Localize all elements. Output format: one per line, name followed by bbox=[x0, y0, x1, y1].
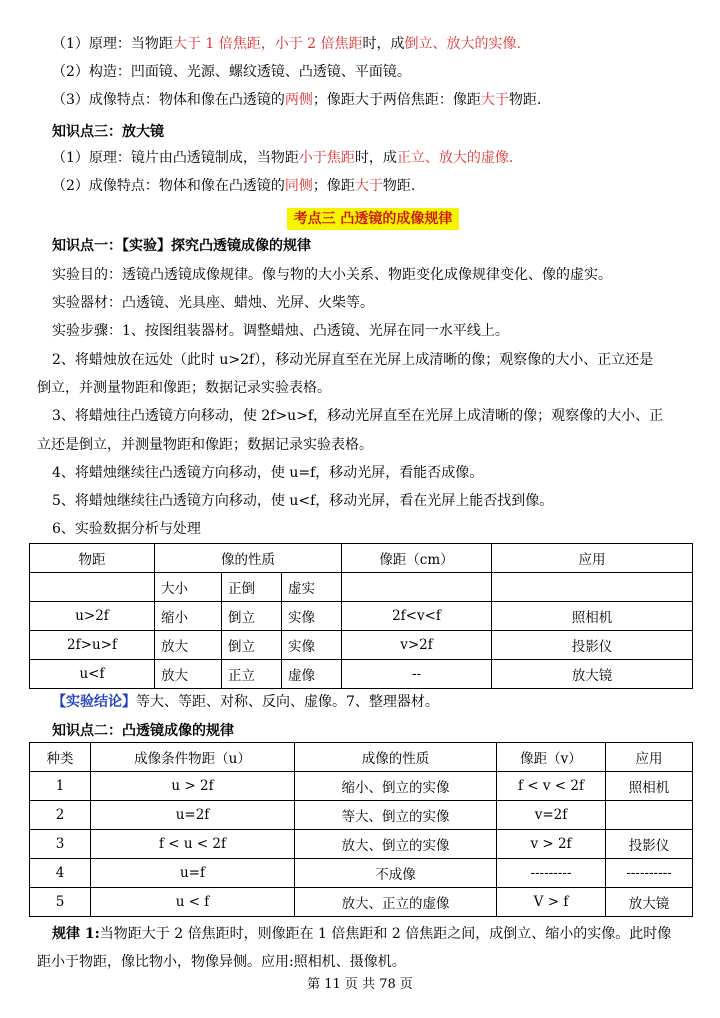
highlight: 正立、放大的虚像 bbox=[396, 150, 509, 166]
experiment-step-6: 6、实验数据分析与处理 bbox=[52, 521, 201, 537]
highlight: 同侧 bbox=[284, 178, 313, 194]
text: ；像距 bbox=[312, 178, 355, 194]
table-cell: 2f<v<f bbox=[342, 602, 492, 631]
rule-1-line-b: 距小于物距，像比物小，物像异侧。应用:照相机、摄像机。 bbox=[37, 954, 406, 970]
highlight: 大于 bbox=[480, 92, 509, 108]
table-header: 种类 bbox=[30, 743, 91, 772]
table-cell: 倒立 bbox=[222, 602, 282, 631]
text: 时，成 bbox=[362, 36, 405, 52]
highlight: 两侧 bbox=[284, 92, 313, 108]
text: （2）成像特点：物体和像在凸透镜的 bbox=[52, 178, 285, 194]
experiment-step-5: 5、将蜡烛继续往凸透镜方向移动，使 u<f，移动光屏，看在光屏上能否找到像。 bbox=[52, 493, 554, 509]
table-row bbox=[30, 859, 693, 888]
table-cell bbox=[342, 573, 492, 602]
table-cell: 缩小 bbox=[155, 602, 222, 631]
magnifier-principle-line bbox=[52, 148, 690, 168]
table-cell: 缩小、倒立的实像 bbox=[295, 772, 497, 801]
table-cell bbox=[606, 801, 693, 830]
experiment-data-table bbox=[29, 543, 693, 689]
table-cell bbox=[492, 573, 693, 602]
table-cell: 实像 bbox=[282, 602, 342, 631]
section-title-experiment: 知识点一：【实验】探究凸透镜成像的规律 bbox=[52, 238, 311, 254]
table-cell: v > 2f bbox=[497, 830, 606, 859]
table-cell: 放大 bbox=[155, 660, 222, 689]
rule-text: 当物距大于 2 倍焦距时，则像距在 1 倍焦距和 2 倍焦距之间，成倒立、缩小的实像。此时像 bbox=[99, 926, 672, 942]
experiment-step-2a: 2、将蜡烛放在远处（此时 u>2f），移动光屏直至在光屏上成清晰的像；观察像的大小、正立还是 bbox=[52, 352, 654, 368]
experiment-step-3a: 3、将蜡烛往凸透镜方向移动，使 2f>u>f，移动光屏直至在光屏上成清晰的像；观察像的大小、正 bbox=[52, 408, 664, 424]
table-cell: u<f bbox=[30, 660, 155, 689]
table-cell: v>2f bbox=[342, 631, 492, 660]
table-cell: 2 bbox=[30, 801, 91, 830]
table-cell: 2f>u>f bbox=[30, 631, 155, 660]
table-cell: --------- bbox=[497, 859, 606, 888]
table-row bbox=[30, 830, 693, 859]
table-cell: f < u < 2f bbox=[91, 830, 295, 859]
table-row bbox=[30, 888, 693, 917]
table-row bbox=[30, 602, 693, 631]
imaging-rules-table bbox=[29, 742, 693, 917]
section-title-imaging-rules: 知识点二：凸透镜成像的规律 bbox=[52, 723, 234, 739]
highlight: 大于 bbox=[354, 178, 383, 194]
table-cell: ---------- bbox=[606, 859, 693, 888]
text: . bbox=[516, 36, 521, 52]
section-title-magnifier: 知识点三：放大镜 bbox=[52, 124, 164, 140]
table-subheader: 大小 bbox=[155, 573, 222, 602]
text: ；像距大于两倍焦距：像距 bbox=[312, 92, 481, 108]
experiment-step-2b: 倒立，并测量物距和像距；数据记录实验表格。 bbox=[37, 380, 331, 396]
experiment-step-4: 4、将蜡烛继续往凸透镜方向移动，使 u=f，移动光屏，看能否成像。 bbox=[52, 465, 484, 481]
table-cell: 放大镜 bbox=[492, 660, 693, 689]
table-cell: u=f bbox=[91, 859, 295, 888]
text: （1）原理：镜片由凸透镜制成，当物距 bbox=[52, 150, 299, 166]
table-cell: 投影仪 bbox=[606, 830, 693, 859]
table-cell: 实像 bbox=[282, 631, 342, 660]
table-header: 物距 bbox=[30, 544, 155, 573]
table-cell: 投影仪 bbox=[492, 631, 693, 660]
table-row bbox=[30, 772, 693, 801]
highlight: 大于 1 倍焦距，小于 2 倍焦距 bbox=[172, 36, 363, 52]
table-cell: 放大、倒立的实像 bbox=[295, 830, 497, 859]
table-cell: 倒立 bbox=[222, 631, 282, 660]
table-cell: 虚像 bbox=[282, 660, 342, 689]
table-cell: u < f bbox=[91, 888, 295, 917]
text: （1）原理：当物距 bbox=[52, 36, 173, 52]
table-cell: u > 2f bbox=[91, 772, 295, 801]
experiment-equipment: 实验器材：凸透镜、光具座、蜡烛、光屏、火柴等。 bbox=[52, 295, 374, 311]
table-header: 像距（cm） bbox=[342, 544, 492, 573]
table-cell: 3 bbox=[30, 830, 91, 859]
text: 时，成 bbox=[354, 150, 397, 166]
text: 物距. bbox=[382, 178, 416, 194]
table-cell: f < v < 2f bbox=[497, 772, 606, 801]
table-row bbox=[30, 660, 693, 689]
experiment-step-1: 实验步骤：1、按图组装器材。调整蜡烛、凸透镜、光屏在同一水平线上。 bbox=[52, 323, 509, 339]
experiment-conclusion bbox=[52, 692, 690, 712]
table-header: 应用 bbox=[606, 743, 693, 772]
table-subheader: 正倒 bbox=[222, 573, 282, 602]
magnifier-feature-line bbox=[52, 176, 690, 196]
table-cell: 正立 bbox=[222, 660, 282, 689]
table-cell: 放大镜 bbox=[606, 888, 693, 917]
table-header: 应用 bbox=[492, 544, 693, 573]
rule-1-line-a bbox=[52, 924, 690, 944]
table-header: 像的性质 bbox=[155, 544, 342, 573]
highlight: 小于焦距 bbox=[298, 150, 355, 166]
table-cell: u>2f bbox=[30, 602, 155, 631]
table-cell: -- bbox=[342, 660, 492, 689]
highlight: 倒立、放大的实像 bbox=[404, 36, 517, 52]
table-cell: 等大、倒立的实像 bbox=[295, 801, 497, 830]
table-cell: V > f bbox=[497, 888, 606, 917]
text: . bbox=[508, 150, 514, 166]
table-cell: 放大 bbox=[155, 631, 222, 660]
table-cell: 照相机 bbox=[492, 602, 693, 631]
table-subheader: 虚实 bbox=[282, 573, 342, 602]
principle-line bbox=[52, 34, 690, 54]
table-cell bbox=[30, 573, 155, 602]
table-subheader-row bbox=[30, 573, 693, 602]
table-cell: 4 bbox=[30, 859, 91, 888]
table-cell: 放大、正立的虚像 bbox=[295, 888, 497, 917]
table-cell: v=2f bbox=[497, 801, 606, 830]
table-cell: u=2f bbox=[91, 801, 295, 830]
experiment-purpose: 实验目的：透镜凸透镜成像规律。像与物的大小关系、物距变化成像规律变化、像的虚实。 bbox=[52, 267, 612, 283]
table-cell: 照相机 bbox=[606, 772, 693, 801]
table-row bbox=[30, 801, 693, 830]
table-row bbox=[30, 631, 693, 660]
table-header-row bbox=[30, 544, 693, 573]
structure-line: （2）构造：凹面镜、光源、螺纹透镜、凸透镜、平面镜。 bbox=[52, 64, 411, 80]
experiment-step-3b: 立还是倒立，并测量物距和像距；数据记录实验表格。 bbox=[37, 437, 373, 453]
exam-point-heading: 考点三 凸透镜的成像规律 bbox=[287, 208, 459, 230]
table-header-row bbox=[30, 743, 693, 772]
conclusion-label: 【实验结论】 bbox=[52, 694, 136, 710]
table-header: 成像的性质 bbox=[295, 743, 497, 772]
page-footer: 第 11 页 共 78 页 bbox=[307, 977, 413, 992]
table-cell: 1 bbox=[30, 772, 91, 801]
imaging-feature-line bbox=[52, 90, 690, 110]
table-header: 成像条件物距（u） bbox=[91, 743, 295, 772]
table-cell: 不成像 bbox=[295, 859, 497, 888]
rule-label: 规律 1: bbox=[52, 926, 100, 942]
table-header: 像距（v） bbox=[497, 743, 606, 772]
conclusion-text: 等大、等距、对称、反向、虚像。7、整理器材。 bbox=[136, 694, 439, 710]
text: 物距. bbox=[508, 92, 542, 108]
text: （3）成像特点：物体和像在凸透镜的 bbox=[52, 92, 285, 108]
table-cell: 5 bbox=[30, 888, 91, 917]
